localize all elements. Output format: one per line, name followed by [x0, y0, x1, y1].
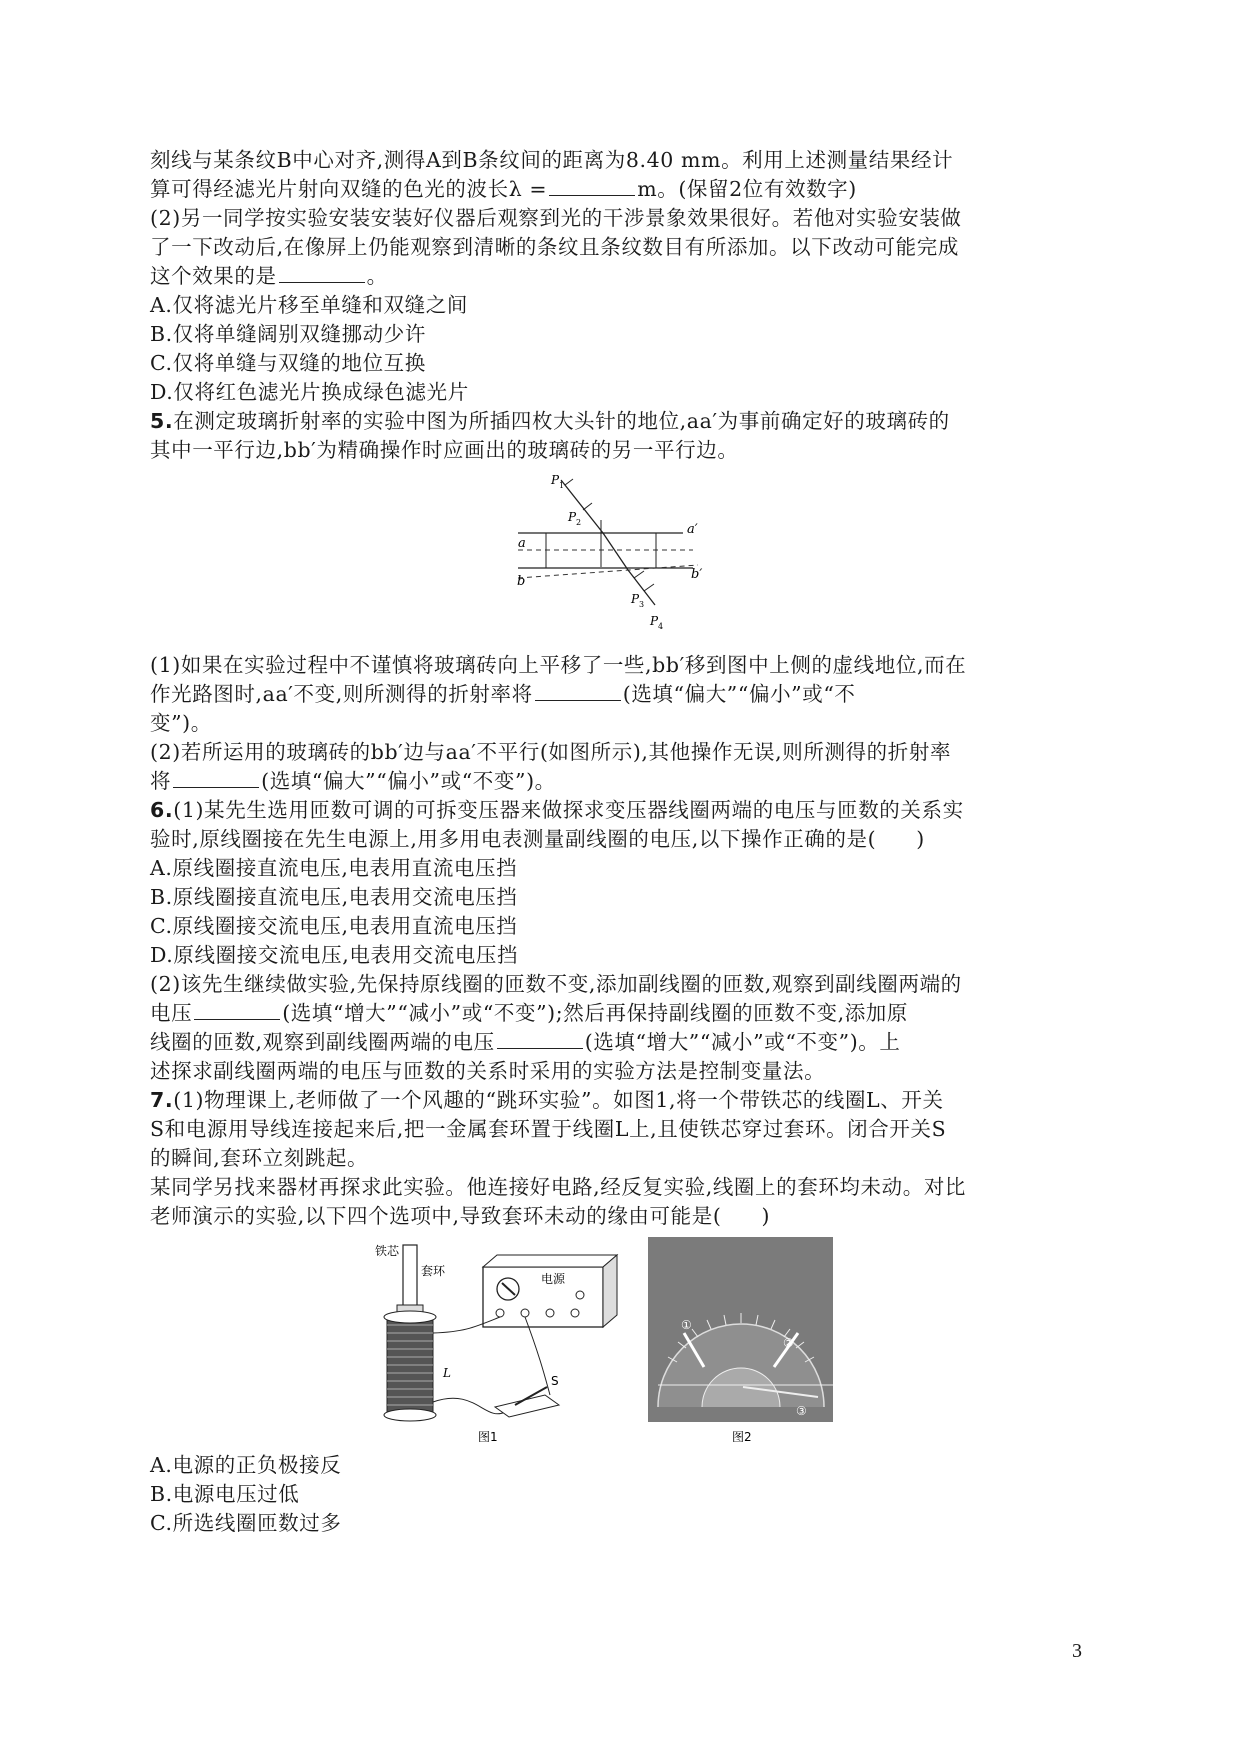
option-b: B.仅将单缝阔别双缝挪动少许 [150, 322, 426, 346]
text-span: (选填“偏大”“偏小”或“不变”)。 [261, 769, 556, 793]
text-line [150, 767, 1100, 796]
jumping-ring-apparatus-figure [375, 1237, 625, 1442]
option-c: C.原线圈接交流电压,电表用直流电压挡 [150, 914, 518, 938]
question-number: 7. [150, 1088, 174, 1112]
text-span: (选填“增大”“减小”或“不变”)。上 [584, 1030, 901, 1054]
option-a: A.电源的正负极接反 [150, 1453, 342, 1477]
figure-row [150, 1237, 1100, 1445]
text-span: (1)某先生选用匝数可调的可拆变压器来做探求变压器线圈两端的电压与匝数的关系实 [173, 798, 964, 822]
label-p1-sub: 1 [559, 481, 565, 490]
text-line: (2)若所运用的玻璃砖的bb′边与aa′不平行(如图所示),其他操作无误,则所测得的折射率 [150, 740, 952, 764]
label-b-prime: b′ [691, 567, 703, 582]
text-line: (2)该先生继续做实验,先保持原线圈的匝数不变,添加副线圈的匝数,观察到副线圈两端的 [150, 972, 962, 996]
figure-1-caption: 图1 [478, 1430, 498, 1442]
text-span: ) [761, 1204, 771, 1228]
text-line: S和电源用导线连接起来后,把一金属套环置于线圈L上,且使铁芯穿过套环。闭合开关S [150, 1117, 947, 1141]
text-span: 作光路图时,aa′不变,则所测得的折射率将 [150, 682, 533, 706]
label-a: a [518, 536, 526, 551]
answer-blank [279, 264, 365, 283]
text-line [150, 825, 1100, 854]
option-b: B.原线圈接直流电压,电表用交流电压挡 [150, 885, 518, 909]
question-5-line [150, 407, 1100, 436]
label-ray-1: ① [681, 1318, 692, 1332]
answer-blank [497, 1030, 583, 1049]
figure-2-caption: 图2 [732, 1430, 752, 1442]
label-p3: P [631, 592, 640, 606]
question-number: 6. [150, 798, 174, 822]
text-line: 了一下改动后,在像屏上仍能观察到清晰的条纹且条纹数目有所添加。以下改动可能完成 [150, 235, 959, 259]
text-line: (2)另一同学按实验安装安装好仪器后观察到光的干涉景象效果很好。若他对实验安装做 [150, 206, 962, 230]
label-power: 电源 [541, 1272, 566, 1286]
text-span: 将 [150, 769, 172, 793]
document-page [150, 146, 1100, 1538]
option-c: C.仅将单缝与双缝的地位互换 [150, 351, 426, 375]
text-span: 线圈的匝数,观察到副线圈两端的电压 [150, 1030, 495, 1054]
option-a: A.仅将滤光片移至单缝和双缝之间 [150, 293, 468, 317]
text-line: (1)如果在实验过程中不谨慎将玻璃砖向上平移了一些,bb′移到图中上侧的虚线地位,而在 [150, 653, 967, 677]
text-span: 电压 [150, 1001, 193, 1025]
label-p2-sub: 2 [576, 518, 582, 527]
label-p1: P [551, 475, 560, 487]
text-span: 这个效果的是 [150, 264, 277, 288]
text-line: 的瞬间,套环立刻跳起。 [150, 1146, 369, 1170]
text-span: 老师演示的实验,以下四个选项中,导致套环未动的缘由可能是( [150, 1204, 722, 1228]
option-b: B.电源电压过低 [150, 1482, 300, 1506]
text-span: m。(保留2位有效数字) [637, 177, 857, 201]
label-p2: P [568, 510, 577, 524]
page-number: 3 [1072, 1640, 1082, 1662]
label-core: 铁芯 [375, 1244, 400, 1258]
text-span: 验时,原线圈接在先生电源上,用多用电表测量副线圈的电压,以下操作正确的是( [150, 827, 877, 851]
text-line: 述探求副线圈两端的电压与匝数的关系时采用的实验方法是控制变量法。 [150, 1059, 826, 1083]
option-a: A.原线圈接直流电压,电表用直流电压挡 [150, 856, 518, 880]
option-d: D.原线圈接交流电压,电表用交流电压挡 [150, 943, 519, 967]
text-line [150, 1028, 1100, 1057]
glass-refraction-figure [513, 475, 753, 645]
text-line: 其中一平行边,bb′为精确操作时应画出的玻璃砖的另一平行边。 [150, 438, 739, 462]
refraction-protractor-figure [648, 1237, 838, 1442]
text-line [150, 999, 1100, 1028]
text-span: (选填“增大”“减小”或“不变”);然后再保持副线圈的匝数不变,添加原 [282, 1001, 909, 1025]
option-d: D.仅将红色滤光片换成绿色滤光片 [150, 380, 469, 404]
text-span: ) [916, 827, 925, 851]
label-coil: L [443, 1366, 451, 1380]
text-span: 在测定玻璃折射率的实验中图为所插四枚大头针的地位,aa′为事前确定好的玻璃砖的 [173, 409, 950, 433]
label-switch: S [551, 1374, 559, 1388]
text-line: 某同学另找来器材再探求此实验。他连接好电路,经反复实验,线圈上的套环均未动。对比 [150, 1175, 967, 1199]
text-line: 变”)。 [150, 711, 212, 735]
text-span: 。 [366, 264, 388, 288]
text-line [150, 262, 1100, 291]
label-ray-2: ② [783, 1336, 794, 1350]
text-span: 算可得经滤光片射向双缝的色光的波长λ = [150, 177, 548, 201]
label-ring: 套环 [421, 1264, 446, 1278]
answer-blank [173, 769, 259, 788]
text-line [150, 680, 1100, 709]
label-p3-sub: 3 [639, 600, 645, 609]
label-ray-3: ③ [796, 1404, 807, 1418]
text-span: (1)物理课上,老师做了一个风趣的“跳环实验”。如图1,将一个带铁芯的线圈L、开关 [173, 1088, 944, 1112]
text-span: (选填“偏大”“偏小”或“不 [622, 682, 856, 706]
text-line [150, 175, 1100, 204]
answer-blank [194, 1001, 280, 1020]
label-b: b [517, 574, 526, 589]
text-line: 刻线与某条纹B中心对齐,测得A到B条纹间的距离为8.40 mm。利用上述测量结果经计 [150, 148, 954, 172]
label-p4-sub: 4 [658, 622, 664, 631]
option-c: C.所选线圈匝数过多 [150, 1511, 342, 1535]
answer-blank [549, 177, 635, 196]
answer-blank [535, 682, 621, 701]
label-a-prime: a′ [687, 522, 698, 537]
text-line [150, 1202, 1100, 1231]
question-6-line [150, 796, 1100, 825]
question-number: 5. [150, 409, 174, 433]
question-7-line [150, 1086, 1100, 1115]
label-p4: P [650, 614, 659, 628]
